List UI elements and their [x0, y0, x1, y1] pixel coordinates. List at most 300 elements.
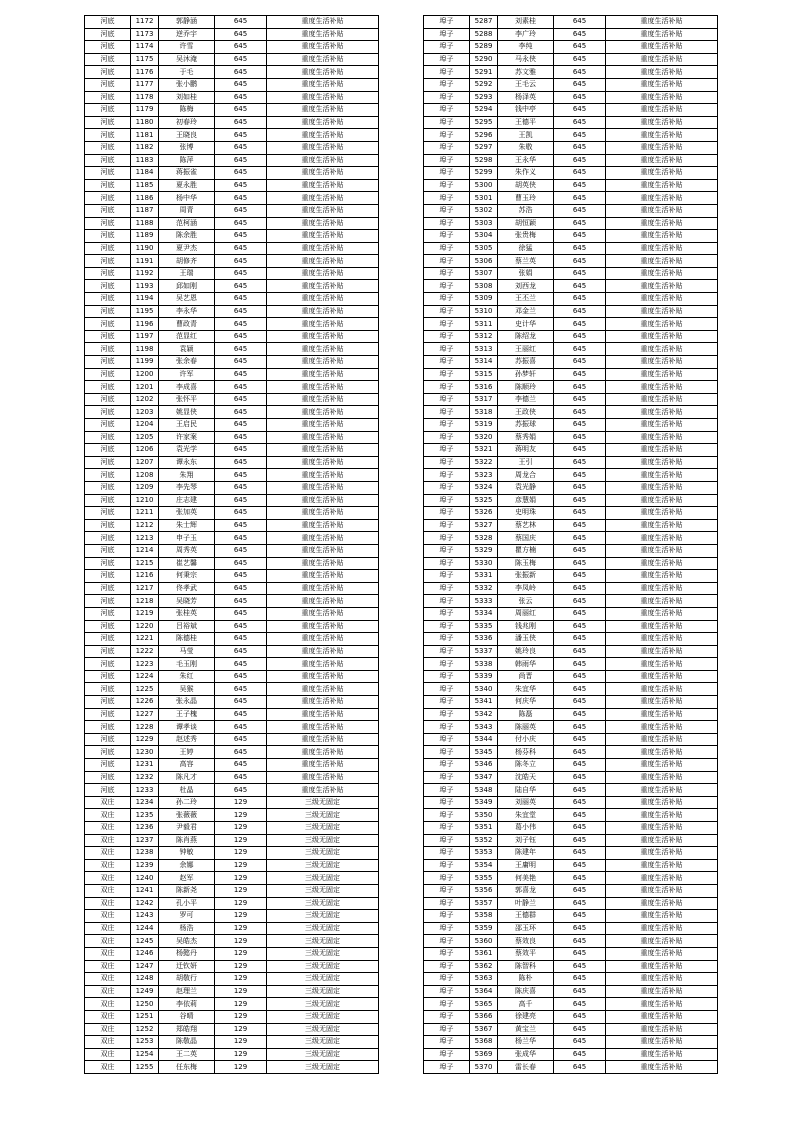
town-cell: 河底 [85, 607, 131, 620]
serial-number-cell: 5326 [470, 507, 498, 520]
table-row [85, 557, 379, 570]
serial-number-cell: 1176 [131, 66, 159, 79]
serial-number-cell: 5290 [470, 53, 498, 66]
name-cell: 吴沐淹 [159, 53, 215, 66]
serial-number-cell: 1244 [131, 922, 159, 935]
subsidy-type-cell: 重度生活补贴 [606, 759, 718, 772]
town-cell: 河底 [85, 230, 131, 243]
amount-cell: 645 [215, 444, 267, 457]
name-cell: 李纯 [498, 41, 554, 54]
name-cell: 陈玉梅 [498, 557, 554, 570]
table-row [424, 859, 718, 872]
table-row [85, 343, 379, 356]
subsidy-type-cell: 重度生活补贴 [267, 78, 379, 91]
serial-number-cell: 5289 [470, 41, 498, 54]
serial-number-cell: 5314 [470, 356, 498, 369]
name-cell: 赵军 [159, 872, 215, 885]
serial-number-cell: 5321 [470, 444, 498, 457]
name-cell: 陈丽英 [498, 721, 554, 734]
serial-number-cell: 1218 [131, 595, 159, 608]
serial-number-cell: 5345 [470, 746, 498, 759]
table-row [85, 607, 379, 620]
serial-number-cell: 1251 [131, 1010, 159, 1023]
subsidy-type-cell: 重度生活补贴 [267, 267, 379, 280]
table-row [85, 1023, 379, 1036]
table-row [85, 834, 379, 847]
subsidy-type-cell: 重度生活补贴 [267, 570, 379, 583]
town-cell: 埠子 [424, 658, 470, 671]
amount-cell: 645 [554, 419, 606, 432]
subsidy-type-cell: 重度生活补贴 [267, 670, 379, 683]
amount-cell: 645 [554, 620, 606, 633]
town-cell: 埠子 [424, 444, 470, 457]
town-cell: 埠子 [424, 330, 470, 343]
subsidy-type-cell: 三级无固定 [267, 935, 379, 948]
town-cell: 埠子 [424, 620, 470, 633]
town-cell: 河底 [85, 406, 131, 419]
amount-cell: 645 [215, 595, 267, 608]
table-row [85, 1061, 379, 1074]
serial-number-cell: 5332 [470, 582, 498, 595]
name-cell: 陈梅 [159, 104, 215, 117]
serial-number-cell: 1179 [131, 104, 159, 117]
table-row [424, 305, 718, 318]
amount-cell: 645 [554, 141, 606, 154]
name-cell: 李广玲 [498, 28, 554, 41]
name-cell: 叶静兰 [498, 897, 554, 910]
town-cell: 双庄 [85, 796, 131, 809]
town-cell: 双庄 [85, 985, 131, 998]
table-row [85, 431, 379, 444]
table-row [85, 947, 379, 960]
amount-cell: 645 [215, 141, 267, 154]
town-cell: 双庄 [85, 822, 131, 835]
town-cell: 埠子 [424, 822, 470, 835]
subsidy-type-cell: 重度生活补贴 [267, 356, 379, 369]
serial-number-cell: 5309 [470, 293, 498, 306]
subsidy-type-cell: 重度生活补贴 [267, 683, 379, 696]
table-row [85, 897, 379, 910]
subsidy-type-cell: 重度生活补贴 [267, 192, 379, 205]
serial-number-cell: 1183 [131, 154, 159, 167]
town-cell: 埠子 [424, 771, 470, 784]
subsidy-type-cell: 重度生活补贴 [606, 444, 718, 457]
amount-cell: 645 [554, 28, 606, 41]
amount-cell: 645 [215, 116, 267, 129]
subsidy-type-cell: 重度生活补贴 [267, 784, 379, 797]
amount-cell: 129 [215, 897, 267, 910]
subsidy-type-cell: 重度生活补贴 [267, 645, 379, 658]
town-cell: 埠子 [424, 28, 470, 41]
subsidy-type-cell: 重度生活补贴 [267, 230, 379, 243]
table-row [424, 973, 718, 986]
amount-cell: 645 [215, 343, 267, 356]
amount-cell: 645 [554, 343, 606, 356]
serial-number-cell: 5366 [470, 1010, 498, 1023]
name-cell: 杨兰华 [498, 1036, 554, 1049]
subsidy-type-cell: 重度生活补贴 [267, 507, 379, 520]
table-row [424, 910, 718, 923]
serial-number-cell: 5306 [470, 255, 498, 268]
subsidy-type-cell: 三级无固定 [267, 822, 379, 835]
serial-number-cell: 5324 [470, 481, 498, 494]
serial-number-cell: 5361 [470, 947, 498, 960]
amount-cell: 645 [215, 41, 267, 54]
subsidy-type-cell: 重度生活补贴 [606, 1061, 718, 1074]
name-cell: 孙梦轩 [498, 368, 554, 381]
amount-cell: 645 [554, 368, 606, 381]
town-cell: 埠子 [424, 847, 470, 860]
town-cell: 河底 [85, 595, 131, 608]
table-row [85, 544, 379, 557]
town-cell: 双庄 [85, 935, 131, 948]
town-cell: 河底 [85, 381, 131, 394]
amount-cell: 645 [554, 721, 606, 734]
town-cell: 河底 [85, 41, 131, 54]
name-cell: 蒋明友 [498, 444, 554, 457]
serial-number-cell: 5359 [470, 922, 498, 935]
amount-cell: 645 [554, 154, 606, 167]
table-row [424, 809, 718, 822]
town-cell: 埠子 [424, 557, 470, 570]
serial-number-cell: 1230 [131, 746, 159, 759]
serial-number-cell: 5294 [470, 104, 498, 117]
subsidy-type-cell: 重度生活补贴 [606, 784, 718, 797]
amount-cell: 129 [215, 1036, 267, 1049]
subsidy-type-cell: 重度生活补贴 [267, 91, 379, 104]
town-cell: 埠子 [424, 733, 470, 746]
subsidy-type-cell: 重度生活补贴 [267, 582, 379, 595]
amount-cell: 645 [215, 104, 267, 117]
town-cell: 埠子 [424, 1036, 470, 1049]
amount-cell: 645 [215, 91, 267, 104]
subsidy-type-cell: 重度生活补贴 [267, 305, 379, 318]
name-cell: 苏振球 [498, 419, 554, 432]
subsidy-type-cell: 重度生活补贴 [606, 78, 718, 91]
town-cell: 河底 [85, 570, 131, 583]
subsidy-type-cell: 重度生活补贴 [267, 456, 379, 469]
town-cell: 河底 [85, 305, 131, 318]
subsidy-type-cell: 重度生活补贴 [267, 532, 379, 545]
town-cell: 河底 [85, 53, 131, 66]
town-cell: 河底 [85, 91, 131, 104]
name-cell: 王毛云 [498, 78, 554, 91]
name-cell: 邵玉环 [498, 922, 554, 935]
subsidy-type-cell: 三级无固定 [267, 947, 379, 960]
subsidy-type-cell: 重度生活补贴 [267, 16, 379, 29]
table-row [424, 318, 718, 331]
table-row [85, 658, 379, 671]
serial-number-cell: 5325 [470, 494, 498, 507]
table-row [424, 985, 718, 998]
town-cell: 埠子 [424, 708, 470, 721]
subsidy-type-cell: 重度生活补贴 [606, 633, 718, 646]
table-row [85, 16, 379, 29]
table-row [424, 670, 718, 683]
amount-cell: 645 [554, 318, 606, 331]
town-cell: 埠子 [424, 78, 470, 91]
table-row [424, 368, 718, 381]
name-cell: 刘西龙 [498, 280, 554, 293]
name-cell: 迁钦妍 [159, 960, 215, 973]
town-cell: 双庄 [85, 1048, 131, 1061]
amount-cell: 645 [215, 469, 267, 482]
subsidy-type-cell: 重度生活补贴 [267, 28, 379, 41]
serial-number-cell: 1219 [131, 607, 159, 620]
subsidy-type-cell: 重度生活补贴 [606, 947, 718, 960]
serial-number-cell: 1223 [131, 658, 159, 671]
left-roster-body [85, 16, 379, 1074]
name-cell: 王引 [498, 456, 554, 469]
town-cell: 河底 [85, 431, 131, 444]
amount-cell: 645 [215, 16, 267, 29]
table-row [85, 935, 379, 948]
name-cell: 张怀平 [159, 393, 215, 406]
subsidy-type-cell: 重度生活补贴 [267, 179, 379, 192]
amount-cell: 645 [215, 129, 267, 142]
name-cell: 范柯涵 [159, 217, 215, 230]
amount-cell: 645 [554, 330, 606, 343]
amount-cell: 645 [554, 746, 606, 759]
serial-number-cell: 1255 [131, 1061, 159, 1074]
serial-number-cell: 1202 [131, 393, 159, 406]
serial-number-cell: 5318 [470, 406, 498, 419]
amount-cell: 645 [215, 696, 267, 709]
name-cell: 张成华 [498, 1048, 554, 1061]
town-cell: 埠子 [424, 179, 470, 192]
town-cell: 埠子 [424, 53, 470, 66]
subsidy-type-cell: 重度生活补贴 [267, 696, 379, 709]
table-row [424, 330, 718, 343]
town-cell: 河底 [85, 670, 131, 683]
subsidy-type-cell: 重度生活补贴 [267, 129, 379, 142]
subsidy-type-cell: 重度生活补贴 [606, 28, 718, 41]
serial-number-cell: 5357 [470, 897, 498, 910]
serial-number-cell: 1191 [131, 255, 159, 268]
subsidy-type-cell: 重度生活补贴 [606, 204, 718, 217]
table-row [424, 595, 718, 608]
serial-number-cell: 5330 [470, 557, 498, 570]
name-cell: 周秀英 [159, 544, 215, 557]
town-cell: 河底 [85, 708, 131, 721]
amount-cell: 645 [554, 544, 606, 557]
name-cell: 葛小伟 [498, 822, 554, 835]
table-row [85, 104, 379, 117]
table-row [85, 129, 379, 142]
amount-cell: 645 [554, 884, 606, 897]
serial-number-cell: 5370 [470, 1061, 498, 1074]
serial-number-cell: 1186 [131, 192, 159, 205]
table-row [424, 167, 718, 180]
serial-number-cell: 1201 [131, 381, 159, 394]
table-row [424, 922, 718, 935]
town-cell: 埠子 [424, 809, 470, 822]
name-cell: 初春玲 [159, 116, 215, 129]
serial-number-cell: 1181 [131, 129, 159, 142]
subsidy-type-cell: 重度生活补贴 [267, 41, 379, 54]
name-cell: 陈智科 [498, 960, 554, 973]
town-cell: 河底 [85, 293, 131, 306]
amount-cell: 129 [215, 973, 267, 986]
town-cell: 河底 [85, 733, 131, 746]
name-cell: 陈朴 [498, 973, 554, 986]
subsidy-type-cell: 重度生活补贴 [267, 771, 379, 784]
town-cell: 埠子 [424, 582, 470, 595]
subsidy-type-cell: 重度生活补贴 [606, 469, 718, 482]
subsidy-type-cell: 重度生活补贴 [267, 242, 379, 255]
serial-number-cell: 5296 [470, 129, 498, 142]
town-cell: 河底 [85, 78, 131, 91]
name-cell: 王启民 [159, 419, 215, 432]
name-cell: 夏尹杰 [159, 242, 215, 255]
town-cell: 埠子 [424, 419, 470, 432]
table-row [85, 293, 379, 306]
serial-number-cell: 1174 [131, 41, 159, 54]
amount-cell: 645 [554, 897, 606, 910]
name-cell: 杨懿丹 [159, 947, 215, 960]
serial-number-cell: 1232 [131, 771, 159, 784]
serial-number-cell: 5307 [470, 267, 498, 280]
town-cell: 埠子 [424, 91, 470, 104]
amount-cell: 645 [215, 381, 267, 394]
town-cell: 埠子 [424, 431, 470, 444]
subsidy-type-cell: 三级无固定 [267, 1048, 379, 1061]
serial-number-cell: 1209 [131, 481, 159, 494]
amount-cell: 645 [215, 318, 267, 331]
town-cell: 埠子 [424, 66, 470, 79]
name-cell: 胡敬行 [159, 973, 215, 986]
town-cell: 河底 [85, 532, 131, 545]
town-cell: 河底 [85, 544, 131, 557]
table-row [424, 947, 718, 960]
subsidy-type-cell: 重度生活补贴 [606, 293, 718, 306]
table-row [424, 570, 718, 583]
name-cell: 李德兰 [498, 393, 554, 406]
amount-cell: 129 [215, 884, 267, 897]
subsidy-type-cell: 重度生活补贴 [267, 318, 379, 331]
name-cell: 吴晓芳 [159, 595, 215, 608]
amount-cell: 129 [215, 1010, 267, 1023]
name-cell: 毛玉刚 [159, 658, 215, 671]
subsidy-type-cell: 重度生活补贴 [606, 935, 718, 948]
table-row [424, 796, 718, 809]
name-cell: 钱中亭 [498, 104, 554, 117]
table-row [424, 381, 718, 394]
serial-number-cell: 1207 [131, 456, 159, 469]
subsidy-type-cell: 重度生活补贴 [267, 381, 379, 394]
table-row [424, 759, 718, 772]
amount-cell: 645 [554, 796, 606, 809]
amount-cell: 645 [215, 330, 267, 343]
town-cell: 埠子 [424, 217, 470, 230]
name-cell: 朱作义 [498, 167, 554, 180]
table-row [424, 607, 718, 620]
amount-cell: 645 [554, 582, 606, 595]
name-cell: 袁光学 [159, 444, 215, 457]
name-cell: 谭永东 [159, 456, 215, 469]
name-cell: 陈新尧 [159, 884, 215, 897]
table-row [424, 733, 718, 746]
subsidy-type-cell: 重度生活补贴 [267, 759, 379, 772]
amount-cell: 645 [554, 872, 606, 885]
town-cell: 双庄 [85, 834, 131, 847]
amount-cell: 129 [215, 1061, 267, 1074]
name-cell: 吴猴 [159, 683, 215, 696]
table-row [85, 242, 379, 255]
amount-cell: 645 [215, 293, 267, 306]
serial-number-cell: 5360 [470, 935, 498, 948]
name-cell: 徐猛 [498, 242, 554, 255]
serial-number-cell: 1248 [131, 973, 159, 986]
name-cell: 杨浩 [159, 922, 215, 935]
subsidy-type-cell: 重度生活补贴 [606, 847, 718, 860]
serial-number-cell: 1245 [131, 935, 159, 948]
town-cell: 埠子 [424, 985, 470, 998]
amount-cell: 645 [554, 481, 606, 494]
table-row [85, 1036, 379, 1049]
name-cell: 谭孝谈 [159, 721, 215, 734]
name-cell: 于毛 [159, 66, 215, 79]
subsidy-type-cell: 重度生活补贴 [606, 1010, 718, 1023]
name-cell: 刘丽英 [498, 796, 554, 809]
table-row [424, 419, 718, 432]
table-row [424, 91, 718, 104]
subsidy-type-cell: 重度生活补贴 [267, 481, 379, 494]
name-cell: 苏浩 [498, 204, 554, 217]
serial-number-cell: 1224 [131, 670, 159, 683]
table-row [85, 66, 379, 79]
amount-cell: 645 [215, 242, 267, 255]
amount-cell: 645 [215, 267, 267, 280]
name-cell: 杨泽英 [498, 91, 554, 104]
table-row [424, 28, 718, 41]
amount-cell: 645 [554, 935, 606, 948]
town-cell: 埠子 [424, 973, 470, 986]
table-row [85, 708, 379, 721]
subsidy-type-cell: 三级无固定 [267, 1023, 379, 1036]
name-cell: 张薇薇 [159, 809, 215, 822]
name-cell: 朱翔 [159, 469, 215, 482]
subsidy-type-cell: 三级无固定 [267, 1010, 379, 1023]
subsidy-type-cell: 重度生活补贴 [606, 595, 718, 608]
town-cell: 河底 [85, 28, 131, 41]
name-cell: 张余春 [159, 356, 215, 369]
name-cell: 尚晋 [498, 670, 554, 683]
name-cell: 王晓良 [159, 129, 215, 142]
town-cell: 河底 [85, 469, 131, 482]
town-cell: 埠子 [424, 935, 470, 948]
table-row [424, 1061, 718, 1074]
name-cell: 陈余胜 [159, 230, 215, 243]
table-row [85, 796, 379, 809]
town-cell: 河底 [85, 66, 131, 79]
subsidy-type-cell: 重度生活补贴 [606, 658, 718, 671]
town-cell: 埠子 [424, 356, 470, 369]
amount-cell: 645 [215, 683, 267, 696]
name-cell: 陈肖燕 [159, 834, 215, 847]
name-cell: 蔡国庆 [498, 532, 554, 545]
subsidy-type-cell: 重度生活补贴 [267, 419, 379, 432]
amount-cell: 645 [215, 670, 267, 683]
amount-cell: 645 [554, 381, 606, 394]
table-row [424, 544, 718, 557]
town-cell: 双庄 [85, 973, 131, 986]
name-cell: 申子玉 [159, 532, 215, 545]
table-row [424, 582, 718, 595]
town-cell: 埠子 [424, 683, 470, 696]
serial-number-cell: 1213 [131, 532, 159, 545]
table-row [85, 456, 379, 469]
